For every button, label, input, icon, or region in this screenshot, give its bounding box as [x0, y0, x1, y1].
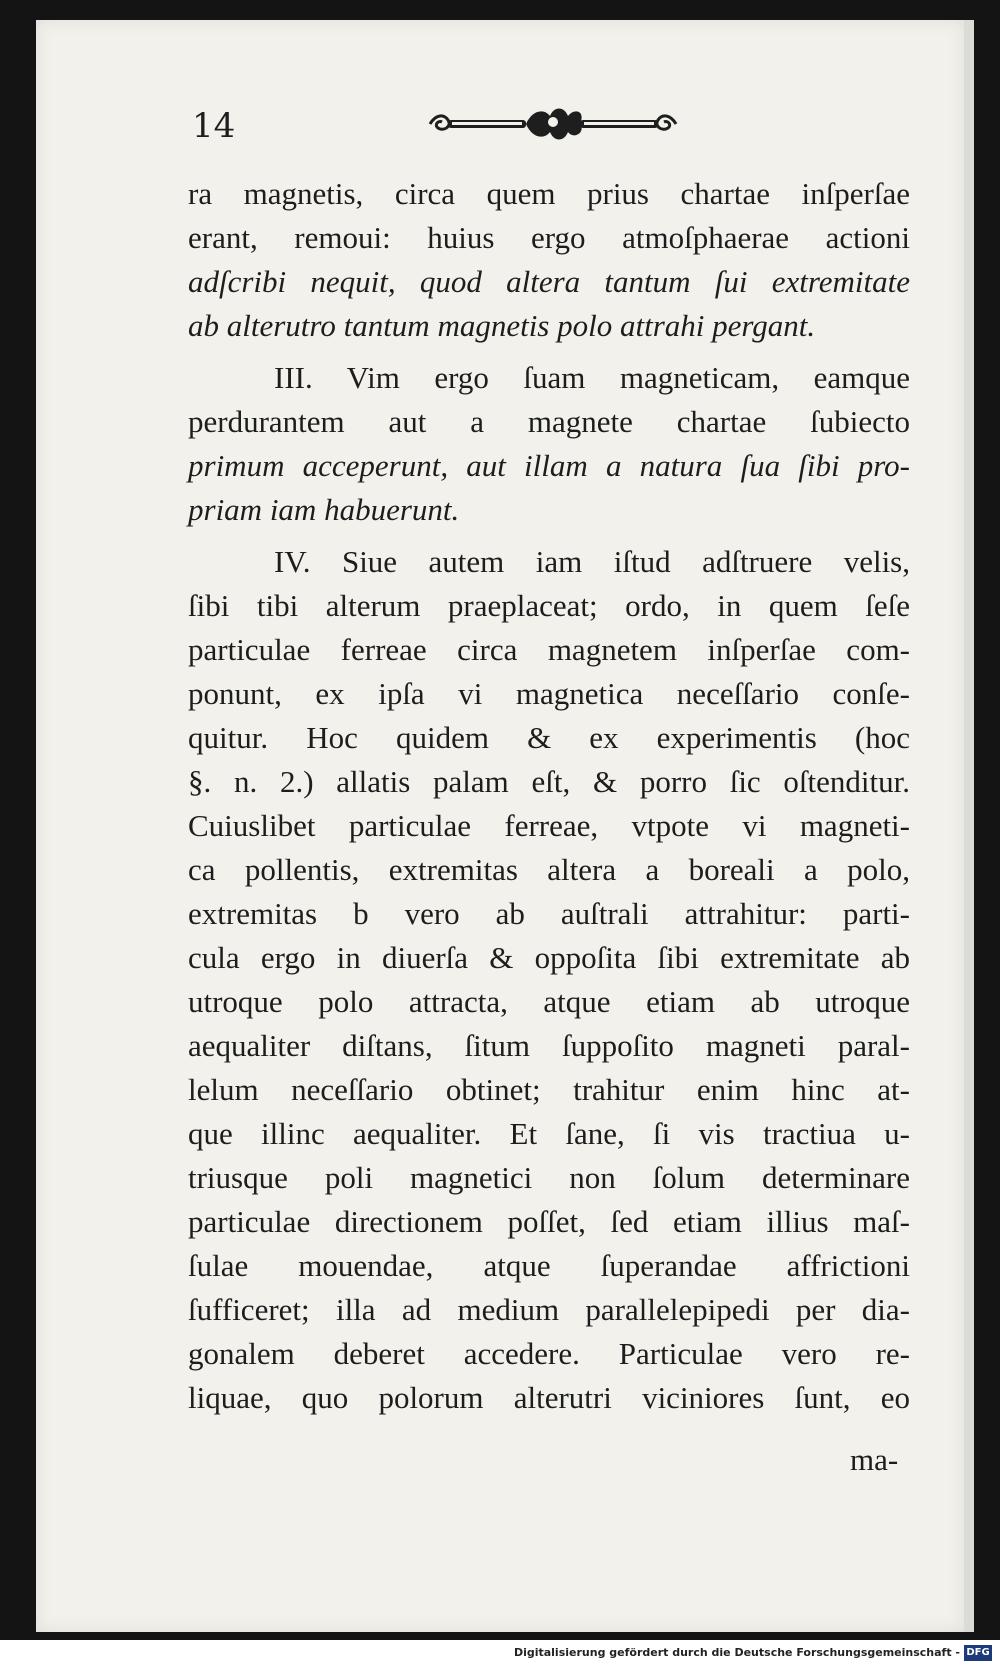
text-line: adſcribi nequit, quod altera tantum ſui extremitate: [188, 264, 910, 299]
text-line: utroque polo attracta, atque etiam ab utroque: [188, 984, 910, 1019]
text-line: particulae directionem poſſet, ſed etiam illius maſ-: [188, 1204, 910, 1239]
text-line: extremitas b vero ab auſtrali attrahitur: parti-: [188, 896, 910, 931]
page-number: 14: [192, 106, 236, 146]
body-text: [188, 172, 910, 1420]
dfg-logo: DFG: [964, 1645, 992, 1661]
text-line: perdurantem aut a magnete chartae ſubiecto: [188, 404, 910, 439]
text-line: aequaliter diſtans, ſitum ſuppoſito magneti paral-: [188, 1028, 910, 1063]
text-line: cula ergo in diuerſa & oppoſita ſibi extremitate ab: [188, 940, 910, 975]
catchword: ma-: [850, 1442, 899, 1477]
text-line: ponunt, ex ipſa vi magnetica neceſſario conſe-: [188, 676, 910, 711]
text-line: priam iam habuerunt.: [188, 492, 460, 527]
paragraph-start: IV. Siue autem iam iſtud adſtruere velis,: [274, 544, 910, 579]
paragraph-start: III. Vim ergo ſuam magneticam, eamque: [274, 360, 910, 395]
text-line: primum acceperunt, aut illam a natura ſua ſibi pro-: [188, 448, 910, 483]
text-line: erant, remoui: huius ergo atmoſphaerae actioni: [188, 220, 910, 255]
text-line: ab alterutro tantum magnetis polo attrahi pergant.: [188, 308, 816, 343]
ornament-icon: [426, 102, 680, 146]
text-line: ra magnetis, circa quem prius chartae inſperſae: [188, 176, 910, 211]
text-line: §. n. 2.) allatis palam eſt, & porro ſic oſtenditur.: [188, 764, 910, 799]
page-edge: [964, 20, 974, 1632]
text-line: Cuiuslibet particulae ferreae, vtpote vi magneti-: [188, 808, 910, 843]
text-line: particulae ferreae circa magnetem inſperſae com-: [188, 632, 910, 667]
text-line: triusque poli magnetici non ſolum determinare: [188, 1160, 910, 1195]
text-line: gonalem deberet accedere. Particulae vero re-: [188, 1336, 910, 1371]
text-line: quitur. Hoc quidem & ex experimentis (hoc: [188, 720, 910, 755]
text-line: que illinc aequaliter. Et ſane, ſi vis tractiua u-: [188, 1116, 910, 1151]
footer-bar: [0, 1640, 1000, 1668]
footer-credit: Digitalisierung gefördert durch die Deutsche Forschungsgemeinschaft -: [513, 1646, 960, 1659]
text-line: liquae, quo polorum alterutri viciniores ſunt, eo: [188, 1380, 910, 1415]
text-line: ſulae mouendae, atque ſuperandae affrictioni: [188, 1248, 910, 1283]
text-line: lelum neceſſario obtinet; trahitur enim hinc at-: [188, 1072, 910, 1107]
text-line: ſufficeret; illa ad medium parallelepipedi per dia-: [188, 1292, 910, 1327]
text-line: ca pollentis, extremitas altera a boreali a polo,: [188, 852, 910, 887]
text-line: ſibi tibi alterum praeplaceat; ordo, in quem ſeſe: [188, 588, 910, 623]
